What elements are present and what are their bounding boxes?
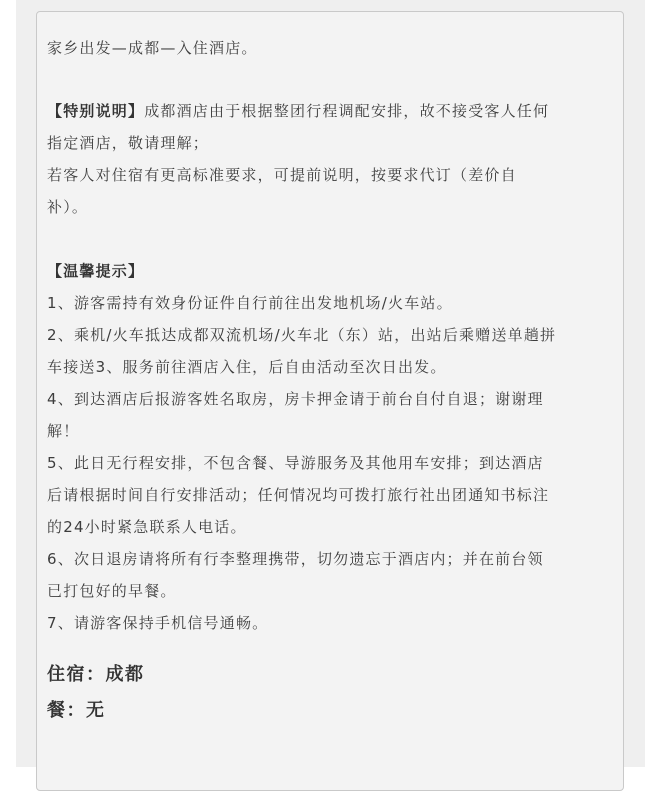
special-note-text-1: 成都酒店由于根据整团行程调配安排，故不接受客人任何 bbox=[144, 102, 550, 120]
lodging-heading: 住宿：成都 bbox=[47, 664, 145, 685]
special-note-label: 【特别说明】 bbox=[47, 102, 145, 120]
tips-line-1: 1、游客需持有效身份证件自行前往出发地机场/火车站。 bbox=[47, 294, 453, 312]
tips-line-9: 6、次日退房请将所有行李整理携带，切勿遗忘于酒店内；并在前台领 bbox=[47, 550, 544, 568]
tips-line-5: 解！ bbox=[47, 422, 80, 440]
special-note-line-3: 若客人对住宿有更高标准要求，可提前说明，按要求代订（差价自 bbox=[47, 166, 517, 184]
tips-label: 【温馨提示】 bbox=[47, 262, 145, 280]
meals-heading: 餐：无 bbox=[47, 700, 106, 721]
tips-line-4: 4、到达酒店后报游客姓名取房，房卡押金请于前台自付自退；谢谢理 bbox=[47, 390, 544, 408]
blank-line bbox=[47, 223, 613, 255]
blank-line bbox=[47, 63, 613, 95]
tips-line-10: 已打包好的早餐。 bbox=[47, 582, 177, 600]
itinerary-card bbox=[36, 11, 624, 791]
tips-line-8: 的24小时紧急联系人电话。 bbox=[47, 518, 247, 536]
tips-line-2: 2、乘机/火车抵达成都双流机场/火车北（东）站，出站后乘赠送单趟拼 bbox=[47, 326, 557, 344]
special-note-line-4: 补）。 bbox=[47, 198, 89, 216]
section-gap bbox=[47, 639, 613, 657]
tips-line-3: 车接送3、服务前往酒店入住，后自由活动至次日出发。 bbox=[47, 358, 447, 376]
tips-line-6: 5、此日无行程安排，不包含餐、导游服务及其他用车安排；到达酒店 bbox=[47, 454, 544, 472]
tips-line-7: 后请根据时间自行安排活动；任何情况均可拨打旅行社出团通知书标注 bbox=[47, 486, 550, 504]
special-note-line-1 bbox=[47, 95, 613, 127]
special-note-line-2: 指定酒店，敬请理解； bbox=[47, 134, 210, 152]
intro-text: 家乡出发—成都—入住酒店。 bbox=[47, 39, 258, 57]
tips-line-11: 7、请游客保持手机信号通畅。 bbox=[47, 614, 269, 632]
